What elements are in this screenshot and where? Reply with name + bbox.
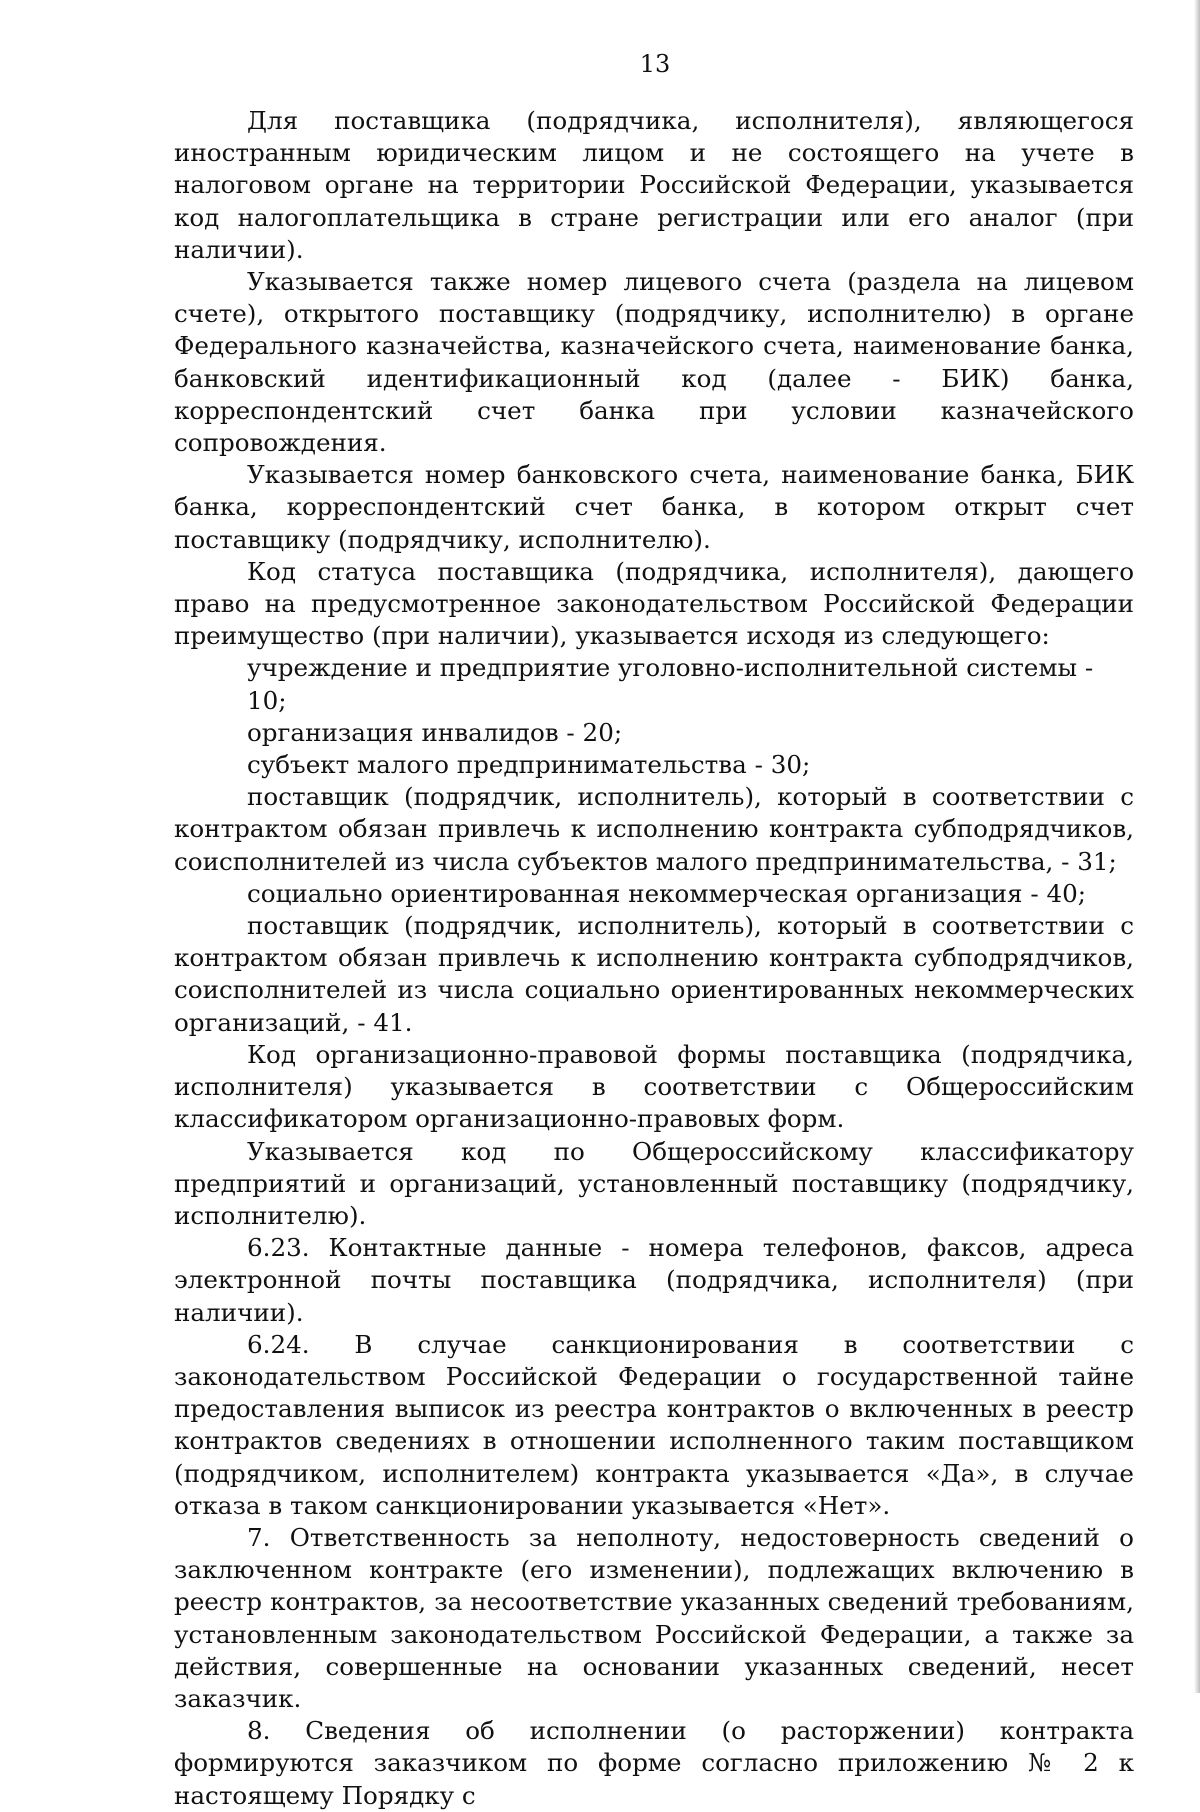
paragraph-7-responsibility: 7. Ответственность за неполноту, недостоверность сведений о заключенном контракте (его изменении), подлежащих включению в реестр контрактов, за несоответствие указанных сведений требованиям, установленным законодательством Российской Федерации, а также за действия, совершенные на основании указанных сведений, несет заказчик. <box>174 1522 1134 1713</box>
paragraph-6-23-contacts: 6.23. Контактные данные - номера телефонов, факсов, адреса электронной почты поставщика (подрядчика, исполнителя) (при наличии). <box>174 1233 1134 1327</box>
paragraph-okpo-code: Указывается код по Общероссийскому классификатору предприятий и организаций, установленный поставщику (подрядчику, исполнителю). <box>174 1136 1134 1230</box>
paragraph-personal-account: Указывается также номер лицевого счета (раздела на лицевом счете), открытого поставщику (подрядчику, исполнителю) в органе Федерального казначейства, казначейского счета, наименование банка, банковский идентификационный код (далее - БИК) банка, корреспондентский счет банка при условии казначейского сопровождения. <box>174 267 1134 458</box>
status-code-item-31: поставщик (подрядчик, исполнитель), который в соответствии с контрактом обязан привлечь к исполнению контракта субподрядчиков, соисполнителей из числа субъектов малого предпринимательства, - 31; <box>174 782 1134 876</box>
paragraph-status-code-intro: Код статуса поставщика (подрядчика, исполнителя), дающего право на предусмотренное законодательством Российской Федерации преимущество (при наличии), указывается исходя из следующего: <box>174 556 1134 651</box>
status-code-item-20: организация инвалидов - 20; <box>247 717 623 747</box>
status-code-item-40: социально ориентированная некоммерческая организация - 40; <box>247 878 1087 908</box>
status-code-item-41: поставщик (подрядчик, исполнитель), который в соответствии с контрактом обязан привлечь к исполнению контракта субподрядчиков, соисполнителей из числа социально ориентированных некоммерческих организаций, - 41. <box>174 911 1134 1037</box>
paragraph-foreign-supplier-tax-code: Для поставщика (подрядчика, исполнителя), являющегося иностранным юридическим лицом и не состоящего на учете в налоговом органе на территории Российской Федерации, указывается код налогоплательщика в стране регистрации или его аналог (при наличии). <box>174 106 1134 264</box>
paragraph-6-24-state-secret: 6.24. В случае санкционирования в соответствии с законодательством Российской Федерации о государственной тайне предоставления выписок из реестра контрактов о включенных в реестр контрактов сведениях в отношении исполненного таким поставщиком (подрядчиком, исполнителем) контракта указывается «Да», в случае отказа в таком санкционировании указывается «Нет». <box>174 1329 1134 1520</box>
paragraph-legal-form-code: Код организационно-правовой формы поставщика (подрядчика, исполнителя) указывается в соответствии с Общероссийским классификатором организационно-правовых форм. <box>174 1039 1134 1134</box>
status-code-item-10: учреждение и предприятие уголовно-исполнительной системы - 10; <box>247 653 1094 715</box>
paragraph-8-execution-info: 8. Сведения об исполнении (о расторжении) контракта формируются заказчиком по форме согласно приложению № 2 к настоящему Порядку с <box>174 1716 1134 1810</box>
status-code-item-30: субъект малого предпринимательства - 30; <box>247 750 811 780</box>
document-body <box>174 105 1134 1812</box>
scan-edge-shadow <box>1194 0 1200 1693</box>
paragraph-bank-account: Указывается номер банковского счета, наименование банка, БИК банка, корреспондентский счет банка, в котором открыт счет поставщику (подрядчику, исполнителю). <box>174 460 1134 554</box>
page-number: 13 <box>639 50 671 78</box>
